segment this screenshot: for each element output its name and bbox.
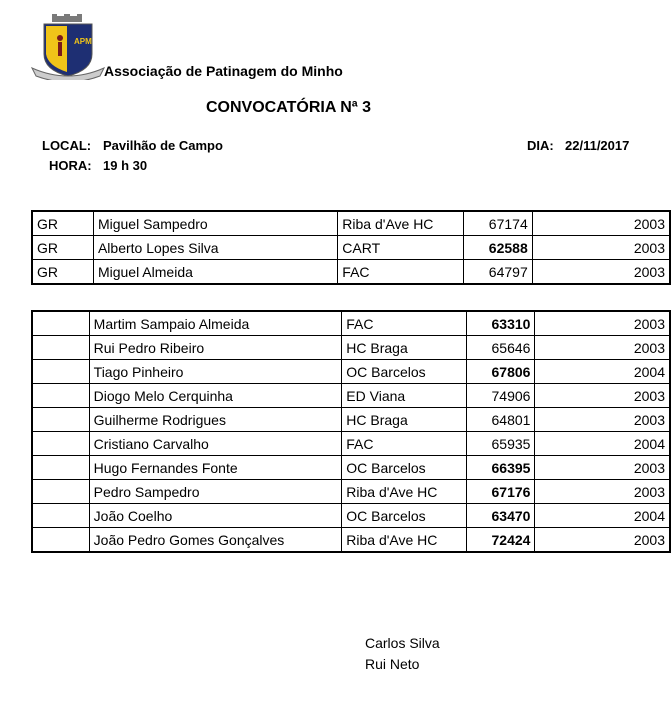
- table-row: [32, 236, 670, 260]
- club-cell: CART: [338, 236, 464, 260]
- license-number-cell: 63470: [467, 504, 535, 528]
- license-number-cell: 74906: [467, 384, 535, 408]
- license-number-cell: 64801: [467, 408, 535, 432]
- table-row: [32, 260, 670, 285]
- table-row: [32, 211, 670, 236]
- hora-value: 19 h 30: [103, 158, 148, 173]
- name-cell: Hugo Fernandes Fonte: [89, 456, 342, 480]
- association-logo: [30, 14, 106, 80]
- birth-year-cell: 2003: [532, 236, 670, 260]
- license-number-cell: 72424: [467, 528, 535, 553]
- position-cell: [32, 311, 89, 336]
- license-number-cell: 67806: [467, 360, 535, 384]
- birth-year-cell: 2003: [535, 311, 670, 336]
- table-row: [32, 311, 670, 336]
- club-cell: ED Viana: [342, 384, 467, 408]
- license-number-cell: 63310: [467, 311, 535, 336]
- table-row: [32, 360, 670, 384]
- birth-year-cell: 2003: [532, 211, 670, 236]
- name-cell: Alberto Lopes Silva: [93, 236, 337, 260]
- name-cell: Pedro Sampedro: [89, 480, 342, 504]
- table-row: [32, 336, 670, 360]
- license-number-cell: 65935: [467, 432, 535, 456]
- birth-year-cell: 2003: [535, 528, 670, 553]
- organization-name: Associação de Patinagem do Minho: [104, 63, 343, 79]
- birth-year-cell: 2003: [535, 480, 670, 504]
- birth-year-cell: 2003: [535, 384, 670, 408]
- license-number-cell: 67176: [467, 480, 535, 504]
- name-cell: João Pedro Gomes Gonçalves: [89, 528, 342, 553]
- hora-label: HORA:: [49, 158, 92, 173]
- club-cell: FAC: [342, 432, 467, 456]
- birth-year-cell: 2003: [532, 260, 670, 285]
- name-cell: Rui Pedro Ribeiro: [89, 336, 342, 360]
- club-cell: FAC: [342, 311, 467, 336]
- name-cell: Miguel Sampedro: [93, 211, 337, 236]
- table-row: [32, 432, 670, 456]
- birth-year-cell: 2003: [535, 456, 670, 480]
- position-cell: GR: [32, 211, 93, 236]
- name-cell: Diogo Melo Cerquinha: [89, 384, 342, 408]
- license-number-cell: 65646: [467, 336, 535, 360]
- document-title: CONVOCATÓRIA Nª 3: [206, 99, 372, 116]
- birth-year-cell: 2004: [535, 432, 670, 456]
- license-number-cell: 64797: [464, 260, 533, 285]
- birth-year-cell: 2004: [535, 504, 670, 528]
- club-cell: FAC: [338, 260, 464, 285]
- birth-year-cell: 2004: [535, 360, 670, 384]
- logo-text: APM: [74, 37, 92, 46]
- dia-label: DIA:: [527, 138, 554, 153]
- club-cell: Riba d'Ave HC: [342, 480, 467, 504]
- signature-name: Rui Neto: [365, 656, 420, 672]
- position-cell: GR: [32, 260, 93, 285]
- club-cell: HC Braga: [342, 336, 467, 360]
- position-cell: [32, 384, 89, 408]
- table-row: [32, 528, 670, 553]
- name-cell: Miguel Almeida: [93, 260, 337, 285]
- club-cell: Riba d'Ave HC: [338, 211, 464, 236]
- position-cell: [32, 504, 89, 528]
- name-cell: Cristiano Carvalho: [89, 432, 342, 456]
- club-cell: HC Braga: [342, 408, 467, 432]
- license-number-cell: 66395: [467, 456, 535, 480]
- table-row: [32, 504, 670, 528]
- club-cell: Riba d'Ave HC: [342, 528, 467, 553]
- birth-year-cell: 2003: [535, 336, 670, 360]
- club-cell: OC Barcelos: [342, 360, 467, 384]
- table-row: [32, 480, 670, 504]
- table-row: [32, 456, 670, 480]
- position-cell: [32, 336, 89, 360]
- position-cell: [32, 360, 89, 384]
- license-number-cell: 67174: [464, 211, 533, 236]
- birth-year-cell: 2003: [535, 408, 670, 432]
- goalkeepers-table: [31, 210, 671, 285]
- position-cell: [32, 480, 89, 504]
- table-row: [32, 408, 670, 432]
- table-row: [32, 384, 670, 408]
- signature-name: Carlos Silva: [365, 635, 440, 651]
- field-players-table: [31, 310, 671, 553]
- position-cell: GR: [32, 236, 93, 260]
- name-cell: Martim Sampaio Almeida: [89, 311, 342, 336]
- position-cell: [32, 528, 89, 553]
- position-cell: [32, 432, 89, 456]
- club-cell: OC Barcelos: [342, 456, 467, 480]
- club-cell: OC Barcelos: [342, 504, 467, 528]
- license-number-cell: 62588: [464, 236, 533, 260]
- name-cell: João Coelho: [89, 504, 342, 528]
- name-cell: Guilherme Rodrigues: [89, 408, 342, 432]
- name-cell: Tiago Pinheiro: [89, 360, 342, 384]
- dia-value: 22/11/2017: [565, 138, 630, 153]
- position-cell: [32, 456, 89, 480]
- position-cell: [32, 408, 89, 432]
- local-label: LOCAL:: [42, 138, 92, 153]
- local-value: Pavilhão de Campo: [103, 138, 223, 153]
